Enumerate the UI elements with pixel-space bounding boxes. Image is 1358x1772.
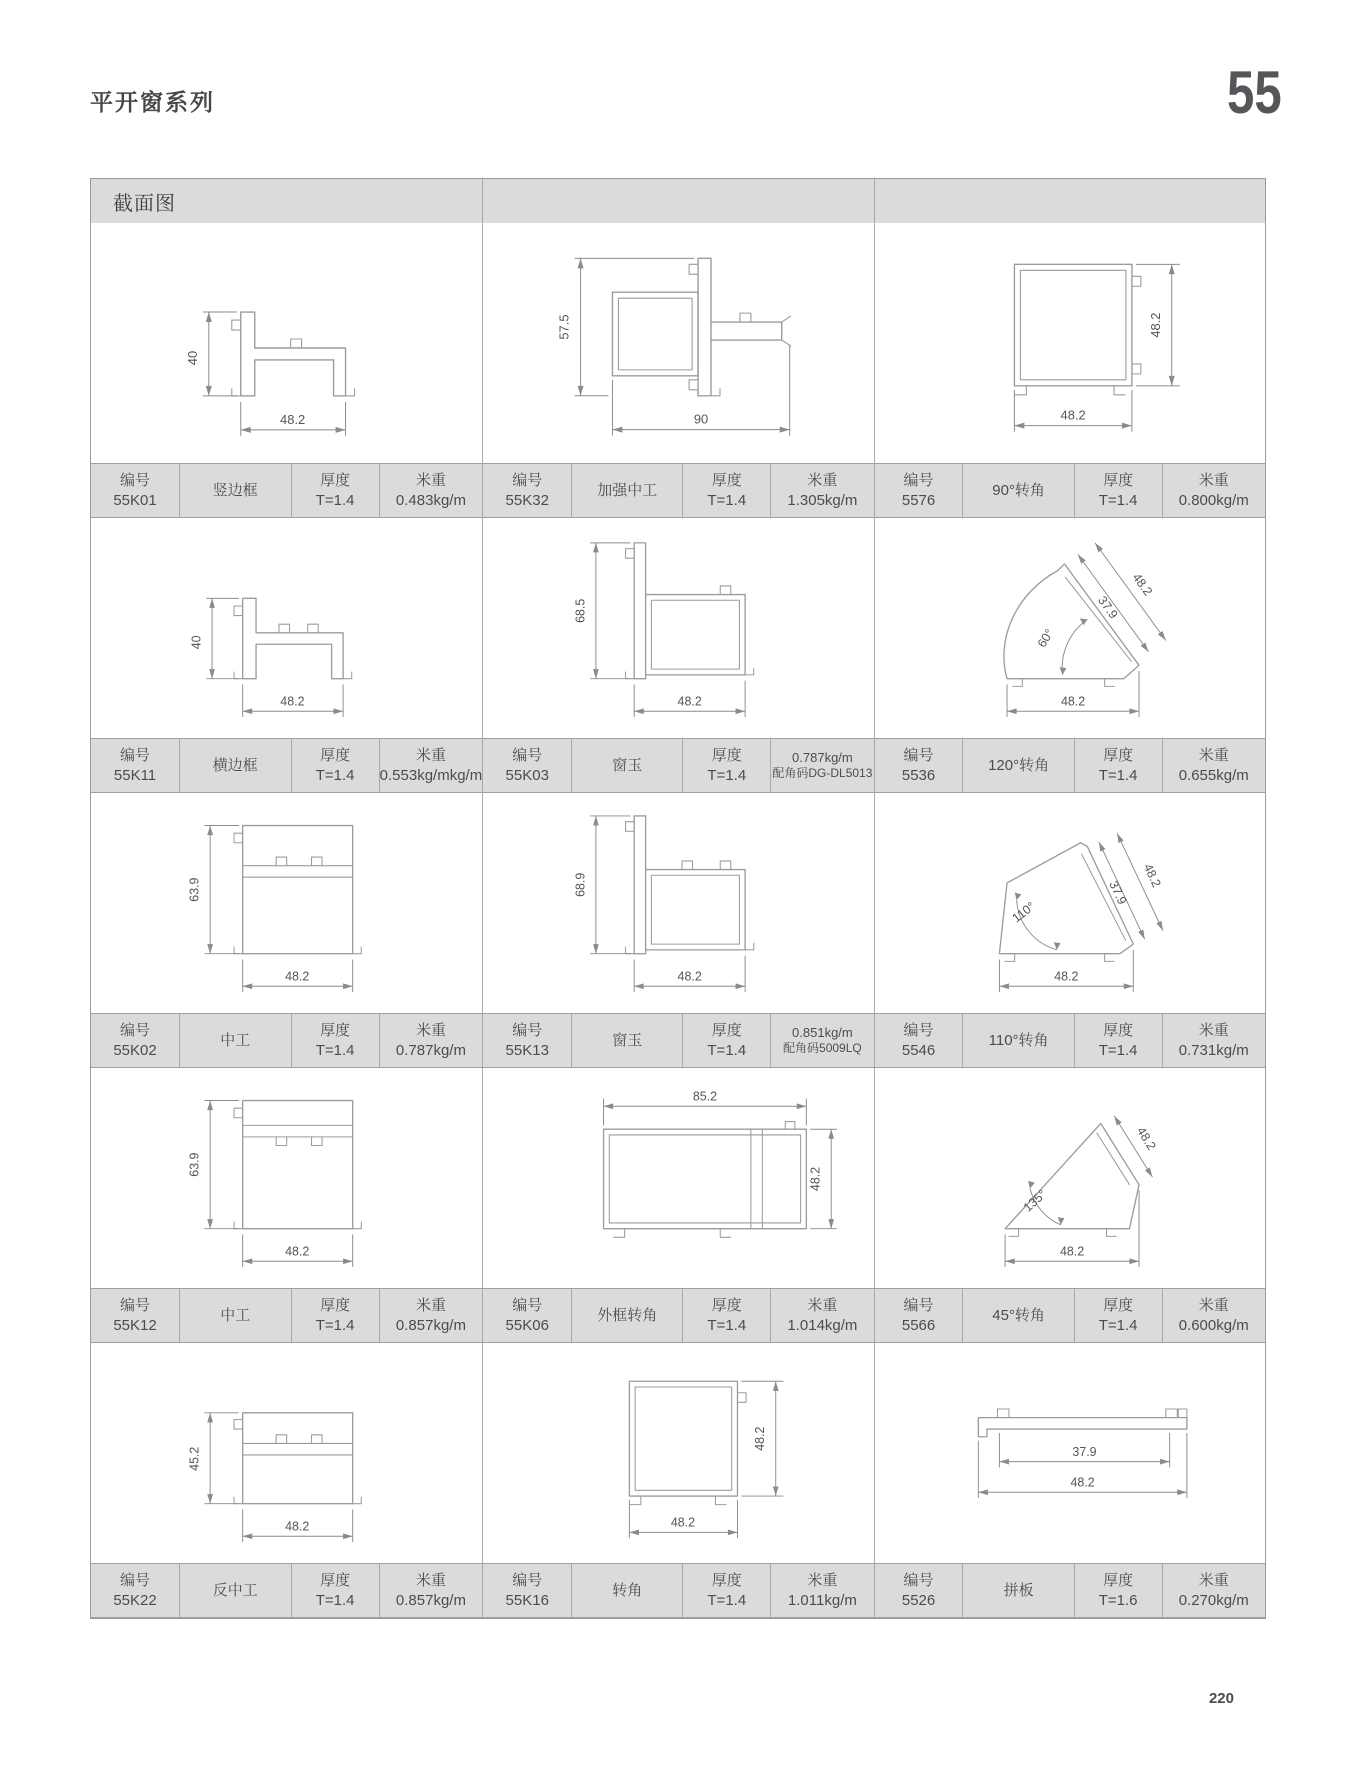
- thickness-cell: [291, 464, 379, 517]
- weight-value: 0.731kg/m: [1178, 1041, 1249, 1059]
- page-number: 220: [1208, 1690, 1234, 1707]
- name-cell: [179, 1289, 291, 1342]
- dimensions: [185, 312, 346, 436]
- thickness-label: 厚度: [711, 471, 742, 489]
- profile-name: 竖边框: [212, 481, 258, 499]
- dim-label: 48.2: [285, 1244, 310, 1259]
- name-cell: [179, 1014, 291, 1067]
- dim-label: 48.2: [753, 1426, 768, 1451]
- profile-drawing-5536: [875, 518, 1265, 738]
- weight-cell: [1162, 1289, 1265, 1342]
- code-cell: [483, 1564, 571, 1617]
- code-label: 编号: [512, 1571, 543, 1589]
- dim-label: 37.9: [1072, 1444, 1097, 1459]
- profile-outline: [234, 826, 361, 954]
- dim-label: 68.5: [573, 598, 588, 623]
- profile-name: 转角: [612, 1581, 643, 1599]
- weight-cell: [770, 1014, 873, 1067]
- code-cell: [91, 1014, 179, 1067]
- weight-cell: [379, 1289, 483, 1342]
- code-cell: [483, 1014, 571, 1067]
- code-value: 55K01: [113, 491, 157, 509]
- diagram-cell-55K12: [91, 1068, 482, 1288]
- dim-label: 48.2: [1059, 1244, 1084, 1259]
- name-cell: [962, 739, 1073, 792]
- diagram-cell-5576: [874, 223, 1265, 463]
- thickness-value: T=1.4: [315, 1591, 355, 1609]
- weight-value: 0.553kg/mkg/m: [379, 766, 483, 784]
- spec-55K32: [482, 464, 873, 517]
- thickness-label: 厚度: [711, 1571, 742, 1589]
- name-cell: [962, 1014, 1073, 1067]
- spec-55K11: [91, 739, 482, 792]
- thickness-value: T=1.4: [1098, 491, 1138, 509]
- code-cell: [875, 739, 963, 792]
- profile-outline: [978, 1409, 1187, 1437]
- weight-label: 米重: [415, 1296, 446, 1314]
- dim-label: 48.2: [285, 969, 310, 984]
- weight-label: 米重: [807, 1296, 838, 1314]
- diagram-cell-55K03: [482, 518, 873, 738]
- code-cell: [91, 1289, 179, 1342]
- code-value: 55K12: [113, 1316, 157, 1334]
- profile-drawing-55K06: [483, 1068, 873, 1288]
- dimensions: [1005, 1114, 1159, 1267]
- weight-cell: [1162, 1014, 1265, 1067]
- spec-55K02: [91, 1014, 482, 1067]
- weight-label: 米重: [807, 471, 838, 489]
- code-cell: [875, 1564, 963, 1617]
- weight-value: 0.483kg/m: [395, 491, 466, 509]
- profile-name: 拼板: [1003, 1581, 1034, 1599]
- thickness-label: 厚度: [1103, 1021, 1134, 1039]
- diagram-cell-5546: [874, 793, 1265, 1013]
- info-row-2: [91, 738, 1265, 793]
- spec-55K03: [482, 739, 873, 792]
- thickness-label: 厚度: [711, 746, 742, 764]
- code-cell: [875, 464, 963, 517]
- weight-value: 0.857kg/m: [395, 1591, 466, 1609]
- spec-55K01: [91, 464, 482, 517]
- profile-name: 110°转角: [988, 1031, 1049, 1049]
- code-value: 55K11: [113, 766, 157, 784]
- dim-label: 48.2: [1053, 969, 1079, 984]
- series-number: 55: [1227, 59, 1282, 126]
- code-label: 编号: [512, 1021, 543, 1039]
- code-cell: [875, 1014, 963, 1067]
- thickness-cell: [291, 1014, 379, 1067]
- info-row-1: [91, 463, 1265, 518]
- dim-label: 63.9: [187, 877, 202, 902]
- weight-cell: [1162, 739, 1265, 792]
- thickness-cell: [291, 1564, 379, 1617]
- weight-value: 0.851kg/m: [792, 1025, 853, 1040]
- weight-cell: [770, 464, 873, 517]
- code-value: 5576: [901, 491, 936, 509]
- diagram-cell-5526: [874, 1343, 1265, 1563]
- thickness-label: 厚度: [1103, 471, 1134, 489]
- thickness-label: 厚度: [711, 1021, 742, 1039]
- name-cell: [179, 464, 291, 517]
- spec-5546: [874, 1014, 1265, 1067]
- thickness-label: 厚度: [1103, 1571, 1134, 1589]
- profile-name: 窗玉: [612, 756, 643, 774]
- thickness-value: T=1.4: [315, 766, 355, 784]
- thickness-value: T=1.4: [707, 1591, 747, 1609]
- diagram-row-5: [91, 1343, 1265, 1563]
- profile-drawing-55K13: [483, 793, 873, 1013]
- thickness-value: T=1.4: [1098, 1041, 1138, 1059]
- profile-name: 中工: [220, 1306, 251, 1324]
- code-value: 55K32: [505, 491, 549, 509]
- info-row-5: [91, 1563, 1265, 1618]
- name-cell: [179, 739, 291, 792]
- section-header-col3: [874, 179, 1265, 223]
- weight-value: 0.787kg/m: [792, 750, 853, 765]
- name-cell: [571, 739, 682, 792]
- thickness-value: T=1.4: [707, 1316, 747, 1334]
- profile-outline: [234, 1101, 361, 1229]
- profile-drawing-55K32: [483, 223, 873, 463]
- dim-label: 48.2: [1129, 570, 1155, 599]
- diagram-cell-55K13: [482, 793, 873, 1013]
- code-label: 编号: [512, 746, 543, 764]
- name-cell: [571, 1564, 682, 1617]
- dim-label: 48.2: [677, 694, 703, 709]
- code-cell: [91, 464, 179, 517]
- dim-label: 48.2: [1060, 407, 1086, 423]
- spec-5566: [874, 1289, 1265, 1342]
- weight-label: 米重: [415, 1571, 446, 1589]
- section-header: 截面图: [113, 192, 176, 215]
- dimensions: [604, 1090, 837, 1229]
- dim-label: 63.9: [187, 1152, 202, 1177]
- diagram-row-3: [91, 793, 1265, 1013]
- weight-value: 0.787kg/m: [395, 1041, 466, 1059]
- profile-drawing-5576: [875, 223, 1265, 463]
- code-label: 编号: [903, 1021, 934, 1039]
- weight-label: 米重: [1198, 1296, 1229, 1314]
- diagram-cell-55K11: [91, 518, 482, 738]
- info-row-3: [91, 1013, 1265, 1068]
- spec-5526: [874, 1564, 1265, 1617]
- profile-drawing-55K11: [91, 518, 482, 738]
- dimensions: [574, 543, 746, 717]
- thickness-cell: [682, 1564, 770, 1617]
- weight-cell: [379, 464, 483, 517]
- weight-cell: [1162, 1564, 1265, 1617]
- profile-outline: [626, 543, 754, 679]
- thickness-cell: [1074, 739, 1162, 792]
- thickness-label: 厚度: [1103, 1296, 1134, 1314]
- dim-label: 40: [189, 635, 204, 650]
- code-label: 编号: [903, 471, 934, 489]
- spec-55K06: [482, 1289, 873, 1342]
- dim-label: 68.9: [573, 872, 588, 897]
- thickness-label: 厚度: [320, 1571, 351, 1589]
- diagram-row-1: [91, 223, 1265, 463]
- code-value: 55K22: [113, 1591, 157, 1609]
- weight-note: 配角码DG-DL5013: [772, 766, 873, 781]
- weight-cell: [379, 739, 483, 792]
- weight-label: 米重: [415, 746, 446, 764]
- dimensions: [630, 1381, 784, 1538]
- dim-label: 90: [694, 411, 709, 427]
- weight-value: 1.014kg/m: [787, 1316, 858, 1334]
- weight-cell: [379, 1564, 483, 1617]
- profile-name: 45°转角: [992, 1306, 1045, 1324]
- dim-label: 48.2: [1070, 1475, 1095, 1490]
- name-cell: [962, 1564, 1073, 1617]
- spec-55K22: [91, 1564, 482, 1617]
- thickness-value: T=1.4: [1098, 1316, 1138, 1334]
- weight-value: 0.600kg/m: [1178, 1316, 1249, 1334]
- spec-55K13: [482, 1014, 873, 1067]
- dim-label: 37.9: [1094, 593, 1121, 622]
- profile-outline: [630, 1381, 747, 1504]
- code-value: 5546: [901, 1041, 936, 1059]
- diagram-cell-55K32: [482, 223, 873, 463]
- name-cell: [571, 1289, 682, 1342]
- thickness-label: 厚度: [320, 746, 351, 764]
- profile-outline: [234, 1413, 361, 1504]
- dimensions: [188, 826, 353, 992]
- dim-label: 48.2: [1133, 1124, 1159, 1153]
- weight-label: 米重: [1198, 471, 1229, 489]
- thickness-value: T=1.4: [1098, 766, 1138, 784]
- code-cell: [483, 1289, 571, 1342]
- dim-label: 48.2: [671, 1515, 696, 1530]
- weight-label: 米重: [415, 1021, 446, 1039]
- profile-name: 120°转角: [988, 756, 1050, 774]
- thickness-value: T=1.4: [707, 1041, 747, 1059]
- name-cell: [962, 464, 1073, 517]
- profile-name: 外框转角: [597, 1306, 658, 1324]
- thickness-cell: [1074, 1014, 1162, 1067]
- thickness-cell: [1074, 464, 1162, 517]
- profile-drawing-55K16: [483, 1343, 873, 1563]
- weight-value: 1.011kg/m: [787, 1591, 857, 1609]
- code-value: 55K06: [505, 1316, 549, 1334]
- thickness-value: T=1.4: [315, 491, 355, 509]
- code-label: 编号: [512, 471, 543, 489]
- section-header-col2: [482, 179, 873, 223]
- profile-name: 横边框: [212, 756, 258, 774]
- dim-label: 85.2: [693, 1089, 718, 1104]
- thickness-cell: [291, 739, 379, 792]
- spec-5576: [874, 464, 1265, 517]
- thickness-value: T=1.4: [315, 1316, 355, 1334]
- page-title: 平开窗系列: [90, 89, 215, 115]
- profile-name: 中工: [220, 1031, 251, 1049]
- code-label: 编号: [120, 1021, 151, 1039]
- code-value: 55K03: [505, 766, 549, 784]
- code-value: 55K02: [113, 1041, 157, 1059]
- thickness-cell: [1074, 1289, 1162, 1342]
- code-value: 5526: [901, 1591, 936, 1609]
- spec-5536: [874, 739, 1265, 792]
- profile-table: [90, 178, 1266, 1619]
- dim-label: 40: [184, 350, 200, 366]
- profile-outline: [999, 843, 1133, 962]
- code-label: 编号: [903, 1296, 934, 1314]
- profile-outline: [1014, 264, 1140, 394]
- angle-label: 60°: [1034, 626, 1057, 650]
- thickness-cell: [682, 739, 770, 792]
- profile-outline: [626, 816, 754, 954]
- dimensions: [978, 1433, 1187, 1498]
- thickness-cell: [682, 464, 770, 517]
- weight-label: 米重: [415, 471, 446, 489]
- dim-label: 48.2: [1060, 694, 1085, 709]
- dim-label: 48.2: [677, 969, 703, 984]
- dim-label: 48.2: [285, 1519, 310, 1534]
- profile-name: 窗玉: [612, 1031, 643, 1049]
- code-cell: [91, 1564, 179, 1617]
- angle-label: 110°: [1009, 899, 1038, 926]
- dim-label: 37.9: [1105, 878, 1129, 907]
- code-cell: [91, 739, 179, 792]
- dimensions: [188, 1413, 353, 1542]
- code-cell: [875, 1289, 963, 1342]
- diagram-cell-5536: [874, 518, 1265, 738]
- thickness-cell: [291, 1289, 379, 1342]
- weight-label: 米重: [1198, 1571, 1229, 1589]
- profile-outline: [232, 312, 355, 396]
- code-value: 55K13: [505, 1041, 549, 1059]
- thickness-label: 厚度: [711, 1296, 742, 1314]
- profile-outline: [1004, 564, 1139, 686]
- profile-outline: [1005, 1123, 1139, 1236]
- profile-drawing-5546: [875, 793, 1265, 1013]
- weight-value: 0.270kg/m: [1178, 1591, 1249, 1609]
- dim-label: 48.2: [809, 1166, 824, 1192]
- thickness-label: 厚度: [320, 471, 351, 489]
- section-header-band: [91, 179, 1265, 223]
- profile-outline: [613, 258, 791, 395]
- code-label: 编号: [512, 1296, 543, 1314]
- profile-outline: [604, 1122, 807, 1238]
- profile-drawing-5566: [875, 1068, 1265, 1288]
- thickness-label: 厚度: [320, 1296, 351, 1314]
- name-cell: [571, 464, 682, 517]
- diagram-row-2: [91, 518, 1265, 738]
- name-cell: [179, 1564, 291, 1617]
- profile-drawing-55K01: [91, 223, 482, 463]
- thickness-cell: [1074, 1564, 1162, 1617]
- dim-label: 45.2: [187, 1446, 202, 1471]
- dim-label: 48.2: [280, 411, 306, 427]
- weight-value: 0.857kg/m: [395, 1316, 466, 1334]
- weight-cell: [770, 739, 873, 792]
- weight-note: 配角码5009LQ: [783, 1041, 862, 1056]
- profile-name: 加强中工: [597, 481, 658, 499]
- weight-label: 米重: [807, 1571, 838, 1589]
- thickness-value: T=1.4: [707, 766, 747, 784]
- thickness-label: 厚度: [1103, 746, 1134, 764]
- weight-label: 米重: [1198, 1021, 1229, 1039]
- weight-label: 米重: [1198, 746, 1229, 764]
- dim-label: 57.5: [556, 314, 572, 340]
- dimensions: [190, 598, 344, 717]
- profile-drawing-5526: [875, 1343, 1265, 1563]
- thickness-value: T=1.4: [315, 1041, 355, 1059]
- code-value: 5566: [901, 1316, 936, 1334]
- dimensions: [557, 258, 790, 435]
- code-label: 编号: [120, 746, 151, 764]
- code-label: 编号: [120, 1296, 151, 1314]
- angle-label: 135°: [1020, 1187, 1049, 1215]
- dimensions: [574, 816, 746, 992]
- info-row-4: [91, 1288, 1265, 1343]
- profile-drawing-55K12: [91, 1068, 482, 1288]
- weight-cell: [770, 1289, 873, 1342]
- profile-name: 90°转角: [992, 481, 1045, 499]
- code-label: 编号: [903, 1571, 934, 1589]
- weight-value: 0.800kg/m: [1178, 491, 1249, 509]
- dim-label: 48.2: [1147, 312, 1163, 338]
- diagram-row-4: [91, 1068, 1265, 1288]
- spec-55K16: [482, 1564, 873, 1617]
- thickness-value: T=1.4: [707, 491, 747, 509]
- code-value: 55K16: [505, 1591, 549, 1609]
- diagram-cell-55K02: [91, 793, 482, 1013]
- weight-cell: [1162, 464, 1265, 517]
- thickness-value: T=1.6: [1098, 1591, 1138, 1609]
- code-value: 5536: [901, 766, 936, 784]
- weight-value: 1.305kg/m: [787, 491, 858, 509]
- thickness-label: 厚度: [320, 1021, 351, 1039]
- dimensions: [1007, 541, 1168, 717]
- profile-outline: [234, 598, 352, 678]
- dim-label: 48.2: [1140, 861, 1164, 890]
- thickness-cell: [682, 1014, 770, 1067]
- code-label: 编号: [120, 471, 151, 489]
- profile-drawing-55K02: [91, 793, 482, 1013]
- weight-cell: [379, 1014, 483, 1067]
- code-label: 编号: [903, 746, 934, 764]
- code-cell: [483, 739, 571, 792]
- profile-drawing-55K22: [91, 1343, 482, 1563]
- weight-cell: [770, 1564, 873, 1617]
- spec-55K12: [91, 1289, 482, 1342]
- dim-label: 48.2: [280, 694, 305, 709]
- dimensions: [1014, 264, 1179, 431]
- thickness-cell: [682, 1289, 770, 1342]
- diagram-cell-55K01: [91, 223, 482, 463]
- diagram-cell-55K06: [482, 1068, 873, 1288]
- code-label: 编号: [120, 1571, 151, 1589]
- name-cell: [962, 1289, 1073, 1342]
- name-cell: [571, 1014, 682, 1067]
- profile-name: 反中工: [212, 1581, 258, 1599]
- diagram-cell-55K16: [482, 1343, 873, 1563]
- diagram-cell-55K22: [91, 1343, 482, 1563]
- diagram-cell-5566: [874, 1068, 1265, 1288]
- code-cell: [483, 464, 571, 517]
- profile-drawing-55K03: [483, 518, 873, 738]
- weight-value: 0.655kg/m: [1178, 766, 1249, 784]
